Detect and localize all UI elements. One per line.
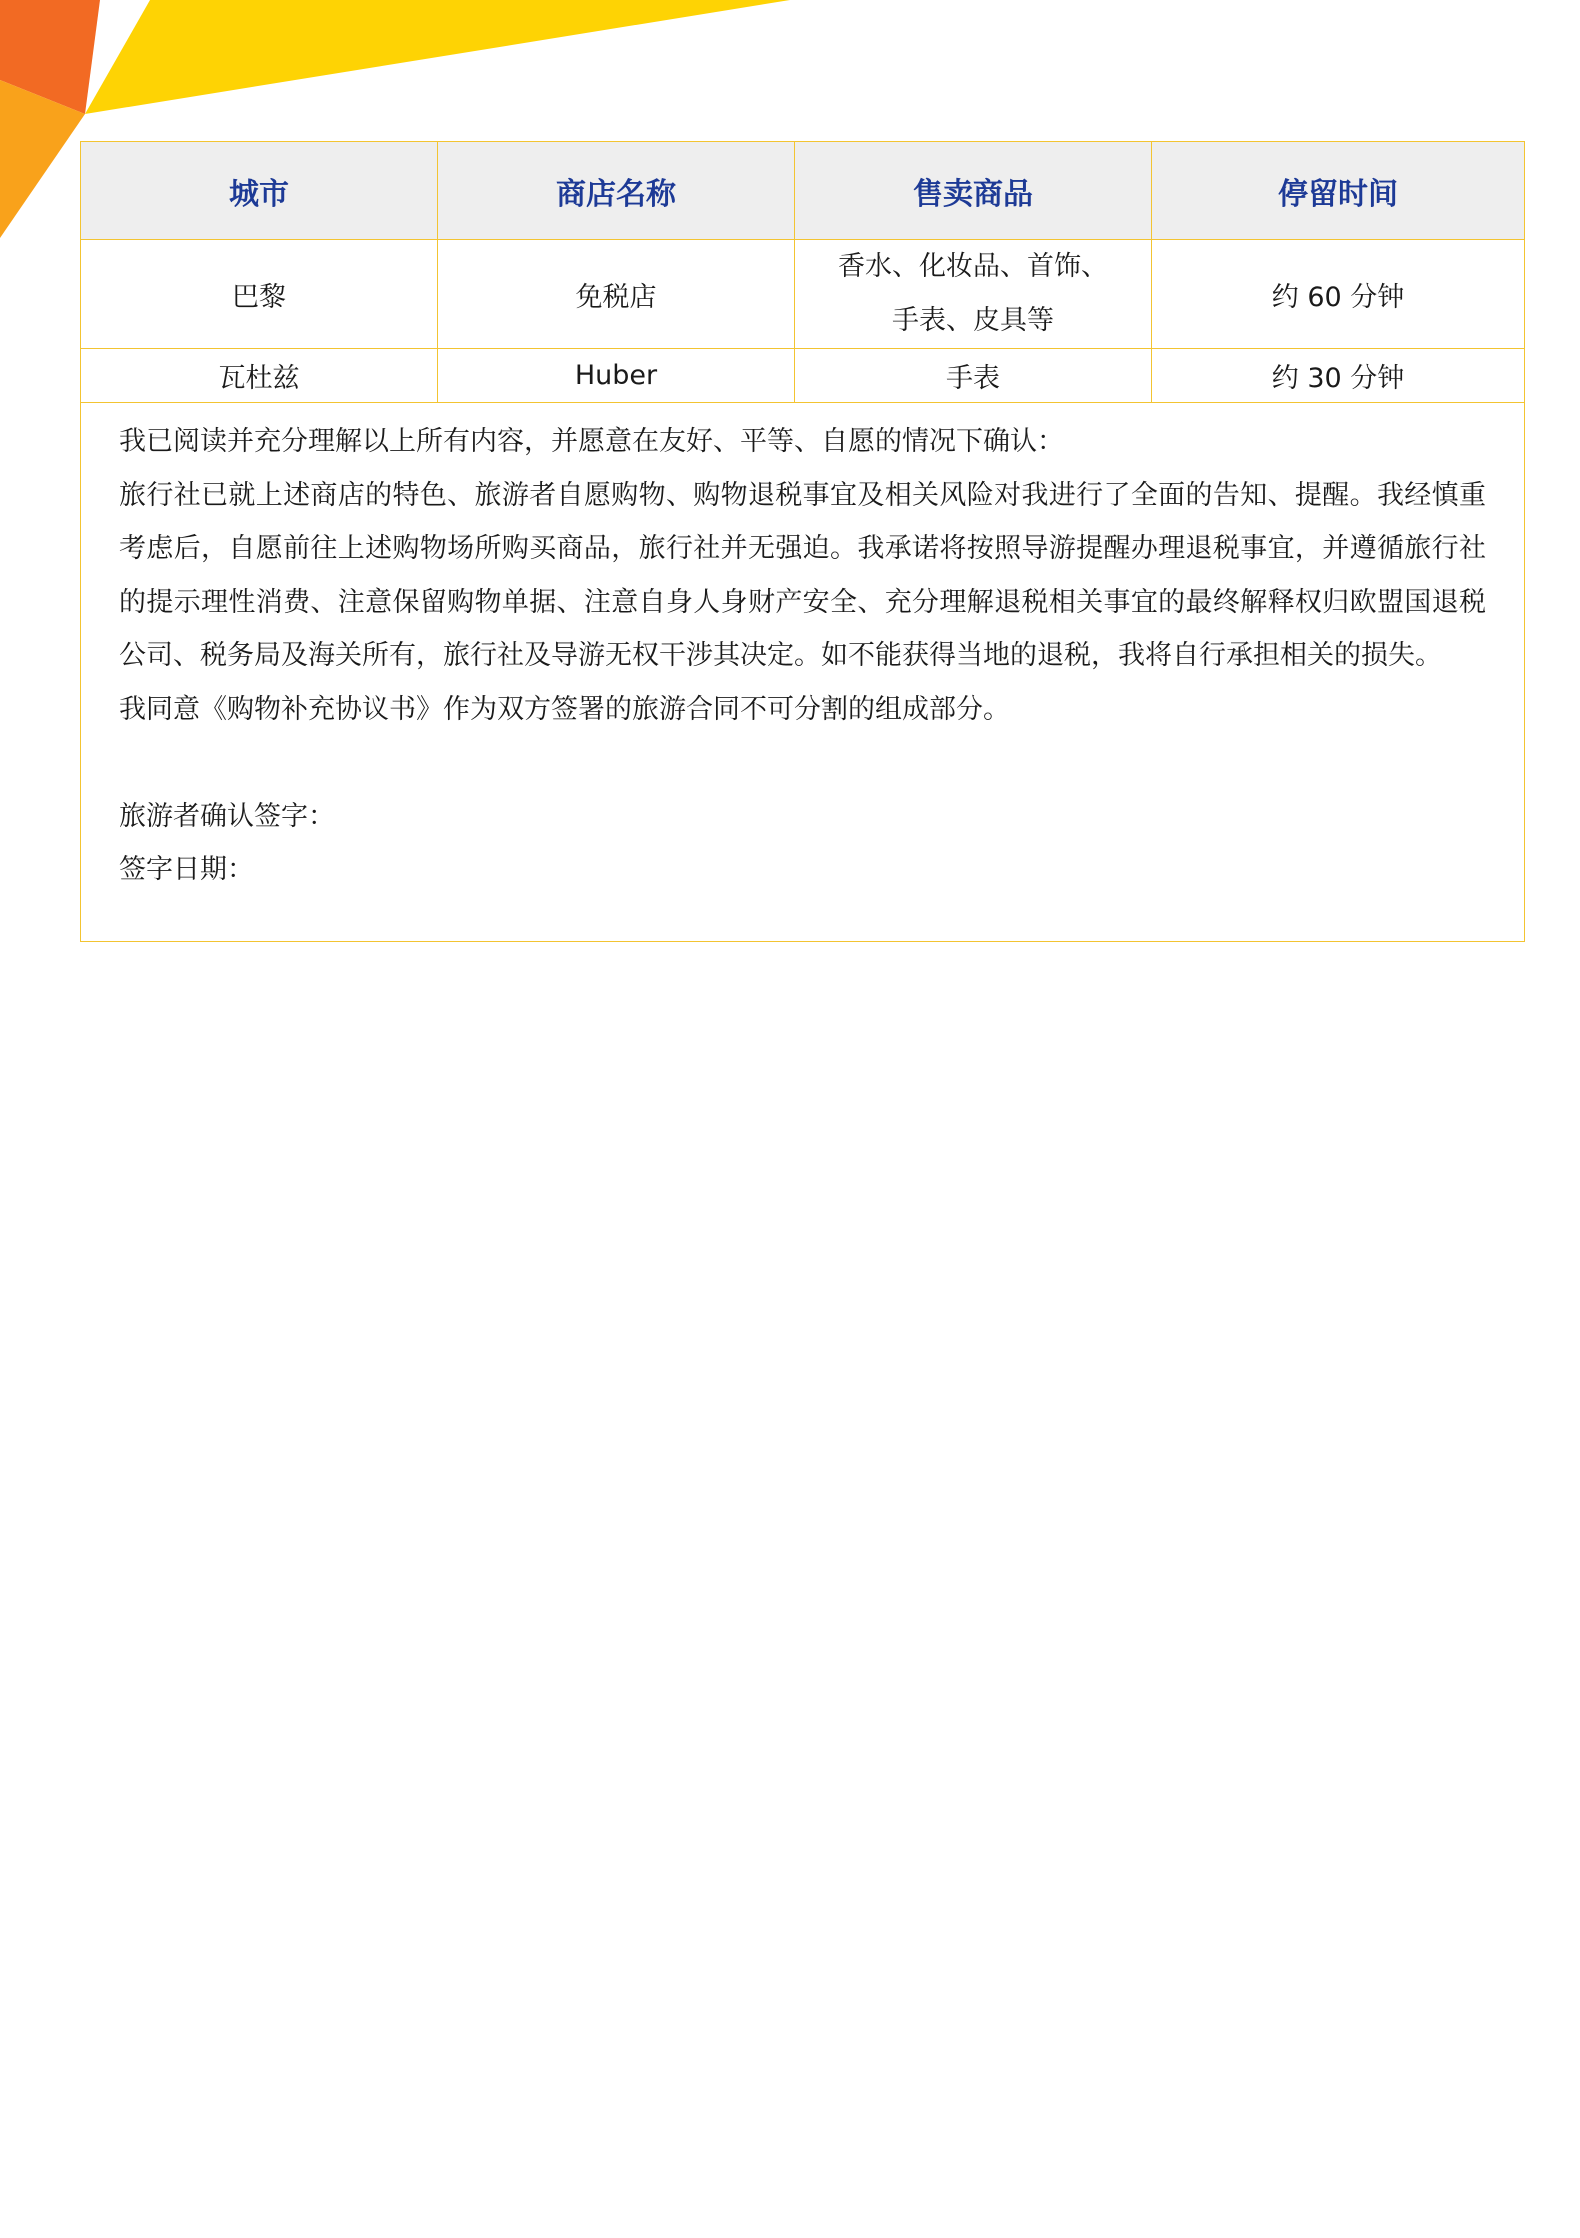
- signature-label: 旅游者确认签字：: [119, 800, 335, 832]
- header-stay-time: 停留时间: [1152, 142, 1525, 240]
- cell-stay: 约 60 分钟: [1152, 240, 1525, 349]
- agreement-row: [81, 403, 1525, 942]
- yellow-stripe: [85, 0, 790, 114]
- cell-goods: [795, 240, 1152, 349]
- shopping-table: [80, 141, 1525, 942]
- agreement-body: 旅行社已就上述商店的特色、旅游者自愿购物、购物退税事宜及相关风险对我进行了全面的告知、提醒。我经慎重考虑后，自愿前往上述购物场所购买商品，旅行社并无强迫。我承诺将按照导游提醒办理退税事宜，并遵循旅行社的提示理性消费、注意保留购物单据、注意自身人身财产安全、充分理解退税相关事宜的最终解释权归欧盟国退税公司、税务局及海关所有，旅行社及导游无权干涉其决定。如不能获得当地的退税，我将自行承担相关的损失。: [119, 479, 1486, 671]
- table-header-row: [81, 142, 1525, 240]
- table-row: [81, 240, 1525, 349]
- agreement-cell: [81, 403, 1525, 942]
- agreement-consent: 我同意《购物补充协议书》作为双方签署的旅游合同不可分割的组成部分。: [119, 693, 1010, 725]
- header-shop-name: 商店名称: [438, 142, 795, 240]
- cell-goods: 手表: [795, 349, 1152, 403]
- cell-city: 巴黎: [81, 240, 438, 349]
- table-row: [81, 349, 1525, 403]
- cell-shop: 免税店: [438, 240, 795, 349]
- header-goods: 售卖商品: [795, 142, 1152, 240]
- cell-stay: 约 30 分钟: [1152, 349, 1525, 403]
- cell-city: 瓦杜兹: [81, 349, 438, 403]
- cell-shop: Huber: [438, 349, 795, 403]
- agreement-intro: 我已阅读并充分理解以上所有内容，并愿意在友好、平等、自愿的情况下确认：: [119, 426, 1064, 457]
- goods-line: 手表、皮具等: [892, 305, 1054, 336]
- header-city: 城市: [81, 142, 438, 240]
- signature-date-label: 签字日期：: [119, 854, 254, 885]
- goods-line: 香水、化妆品、首饰、: [838, 251, 1108, 282]
- spacer: [119, 736, 1486, 790]
